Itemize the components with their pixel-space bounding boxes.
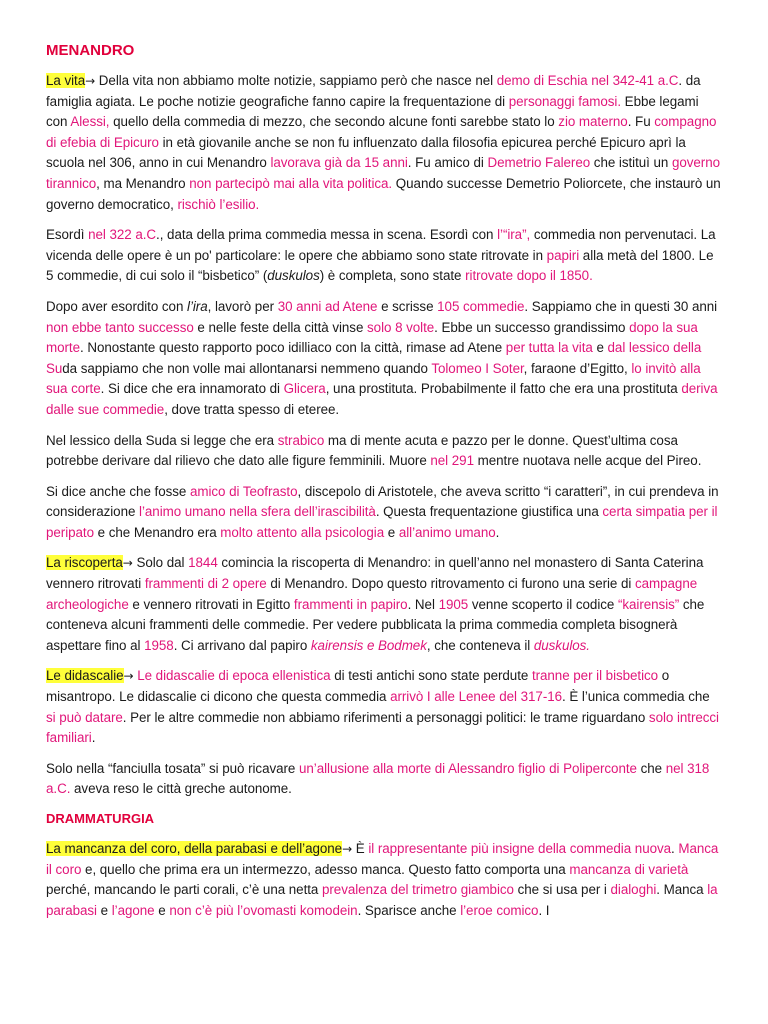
text: . Questa frequentazione giustifica una [375,504,603,520]
emphasis: strabico [277,432,325,448]
emphasis: solo intrecci familiari [46,709,719,746]
paragraph-esordi [46,225,722,287]
italic-text: l’ira [187,298,208,314]
italic-emphasis: duskulos. [533,637,590,653]
text: perché, mancando le parti corali, c’è una netta [46,882,322,898]
emphasis: non partecipò mai alla vita politica. [189,175,393,191]
emphasis: l’agone [111,902,155,918]
text: da sappiamo che non volle mai allontanarsi nemmeno quando [62,360,432,376]
text: comincia la riscoperta di Menandro: in quell’anno nel monastero di Santa Caterina vennero ritrovati [46,555,704,592]
emphasis: la parabasi [46,882,718,918]
highlight-label: Le didascalie [46,668,124,684]
paragraph-atene [46,297,722,421]
text: Solo dal [132,555,189,571]
emphasis: mancanza di varietà [569,861,689,877]
text: . Manca [656,882,708,898]
text: e nelle feste della città vinse [193,319,368,335]
text: e [154,902,170,918]
arrow-icon: → [342,842,353,856]
emphasis: frammenti di 2 opere [144,576,267,592]
paragraph-suda [46,431,722,472]
section-heading: DRAMMATURGIA [46,811,155,826]
emphasis: personaggi famosi. [508,93,622,109]
text: È [352,841,369,856]
text: aveva reso le città greche autonome. [70,781,292,797]
text: che conteneva alcuni frammenti delle commedie. Per vedere pubblicata la prima commedia completa bisognerà aspettare fino al [46,596,705,653]
emphasis: Tolomeo I Soter [431,360,524,376]
text: che si usa per i [513,882,611,898]
text: che istituì un [590,155,672,171]
emphasis: deriva dalle sue commedie [46,381,718,417]
emphasis: Manca il coro [46,841,719,877]
text: Quando successe Demetrio Poliorcete, che instaurò un governo democratico, [46,175,721,212]
text: . da famiglia agiata. Le poche notizie geografiche fanno capire la frequentazione di [46,73,701,109]
text: di Menandro. Dopo questo ritrovamento ci furono una serie di [266,576,635,592]
emphasis: tranne per il bisbetico [531,668,659,684]
emphasis: arrivò I alle Lenee del 317-16 [390,689,563,705]
text: . Per le altre commedie non abbiamo riferimenti a personaggi politici: le trame riguardano [122,709,649,725]
text: ., data della prima commedia messa in scena. Esordì con [156,227,498,243]
emphasis: Glicera [283,381,326,397]
emphasis: prevalenza del trimetro giambico [322,882,514,898]
emphasis: compagno di efebia di Epicuro [46,114,717,150]
text: Ebbe legami con [46,93,699,130]
text: , lavorò per [207,298,278,314]
emphasis: molto attento alla psicologia [220,524,385,540]
text: Si dice anche che fosse [46,483,190,499]
text: Della vita non abbiamo molte notizie, sappiamo però che nasce nel [98,73,497,88]
paragraph-drammaturgia [46,839,722,921]
text: e vennero ritrovati in Egitto [128,596,294,612]
emphasis: amico di Teofrasto [189,483,298,499]
emphasis: 1958 [144,637,174,653]
text: . [495,524,500,540]
emphasis: ritrovate dopo il 1850. [465,268,593,284]
emphasis: un’allusione alla morte di Alessandro figlio di Poliperconte [299,760,637,776]
text: Esordì [46,227,89,243]
italic-text: duskulos [267,268,320,284]
text: , discepolo di Aristotele, che aveva scritto “i caratteri”, in cui prendeva in considerazione [46,483,719,520]
emphasis: l’animo umano nella sfera dell’irascibilità [139,504,376,520]
text: , una prostituta. Probabilmente il fatto che era una prostituta [325,381,682,397]
arrow-icon: → [85,74,96,88]
text: . Sappiamo che in questi 30 anni [524,298,718,314]
text: . [91,730,96,746]
emphasis: si può datare [46,709,123,725]
emphasis: certa simpatia per il peripato [46,504,718,540]
highlight-label: La riscoperta [46,555,123,571]
text: di testi antichi sono state perdute [330,668,532,684]
emphasis: 1844 [188,555,218,571]
emphasis: “kairensis” [617,596,680,612]
text: che [636,760,666,776]
emphasis: demo di Eschia nel 342-41 a.C [496,73,679,88]
emphasis: lo invitò alla sua corte [46,360,701,397]
text: e scrisse [377,298,438,314]
emphasis: papiri [546,247,580,263]
emphasis: Alessi, [70,114,110,130]
text: o misantropo. Le didascalie ci dicono che questa commedia [46,668,670,705]
emphasis: nel 318 a.C. [46,760,710,797]
emphasis: Le didascalie di epoca ellenistica [137,668,331,684]
paragraph-vita [46,71,722,215]
text: , faraone d’Egitto, [523,360,632,376]
emphasis: 1905 [438,596,469,612]
emphasis: per tutta la vita [505,340,593,356]
text: ma di mente acuta e pazzo per le donne. Quest’ultima cosa potrebbe derivare dal rilievo che dato alle figure femminili. Muore [46,432,678,469]
text: e, quello che prima era un intermezzo, adesso manca. Questo fatto comporta una [81,861,570,877]
text: Solo nella “fanciulla tosata” si può ricavare [46,760,299,776]
text: . [671,841,679,856]
text: ) è completa, sono state [319,268,466,284]
emphasis: frammenti in papiro [293,596,408,612]
paragraph-didascalie [46,666,722,748]
text: . Sparisce anche [357,902,461,918]
emphasis: il rappresentante più insigne della commedia nuova [368,841,672,856]
arrow-icon: → [123,669,134,684]
emphasis: governo tirannico [46,155,720,191]
text: Dopo aver esordito con [46,298,188,314]
text: alla metà del 1800. Le 5 commedie, di cui solo il “bisbetico” ( [46,247,714,284]
text: . Fu amico di [407,155,488,171]
text: e che Menandro era [94,524,221,540]
text: Nel lessico della Suda si legge che era [46,432,278,448]
arrow-icon: → [122,556,133,571]
italic-emphasis: kairensis e Bodmek [310,637,427,653]
emphasis: dialoghi [610,882,657,898]
emphasis: dal lessico della Su [46,340,702,376]
text: mentre nuotava nelle acque del Pireo. [473,453,702,469]
emphasis: nel 291 [430,453,474,469]
text: venne scoperto il codice [468,596,618,612]
text: . Ebbe un successo grandissimo [434,319,630,335]
highlight-label: La mancanza del coro, della parabasi e dell’agone [46,841,343,856]
text: quello della commedia di mezzo, che secondo alcune fonti sarebbe stato lo [109,114,559,130]
page-title: MENANDRO [46,42,135,59]
paragraph-teofrasto [46,482,722,544]
text: . Ci arrivano dal papiro [173,637,311,653]
text: e [96,902,112,918]
text: , ma Menandro [96,175,190,191]
emphasis: l’eroe comico [460,902,539,918]
text: , dove tratta spesso di eteree. [164,401,340,417]
emphasis: 105 commedie [437,298,525,314]
paragraph-riscoperta [46,553,722,656]
emphasis: rischiò l’esilio. [177,196,260,212]
text: , che conteneva il [426,637,534,653]
emphasis: l’“ira”, [497,227,531,243]
emphasis: lavorava già da 15 anni [270,155,408,171]
emphasis: non ebbe tanto successo [46,319,194,335]
text: . Si dice che era innamorato di [100,381,284,397]
emphasis: 30 anni ad Atene [277,298,378,314]
emphasis: dopo la sua morte [46,319,698,356]
emphasis: all’animo umano [398,524,496,540]
emphasis: campagne archeologiche [46,576,698,612]
text: . I [538,902,550,918]
emphasis: Demetrio Falereo [487,155,591,171]
paragraph-fanciulla [46,759,722,800]
emphasis: solo 8 volte [367,319,435,335]
text: commedia non pervenutaci. La vicenda delle opere è un po' particolare: le opere che abbiamo sono state ritrovate in [46,227,716,263]
text: . È l’unica commedia che [562,689,710,705]
text: e [384,524,399,540]
text: . Fu [627,114,655,130]
emphasis: nel 322 a.C [88,227,157,243]
highlight-label: La vita [46,73,86,88]
text: e [592,340,608,356]
text: . Nel [407,596,439,612]
emphasis: non c’è più l’ovomasti komodein [169,902,358,918]
emphasis: zio materno [558,114,628,130]
text: . Nonostante questo rapporto poco idilliaco con la città, rimase ad Atene [79,340,506,356]
text: in età giovanile anche se non fu influenzato dalla filosofia epicurea perché Epicuro aprì la scuola nel 306, anno in cui Menandro [46,134,686,171]
